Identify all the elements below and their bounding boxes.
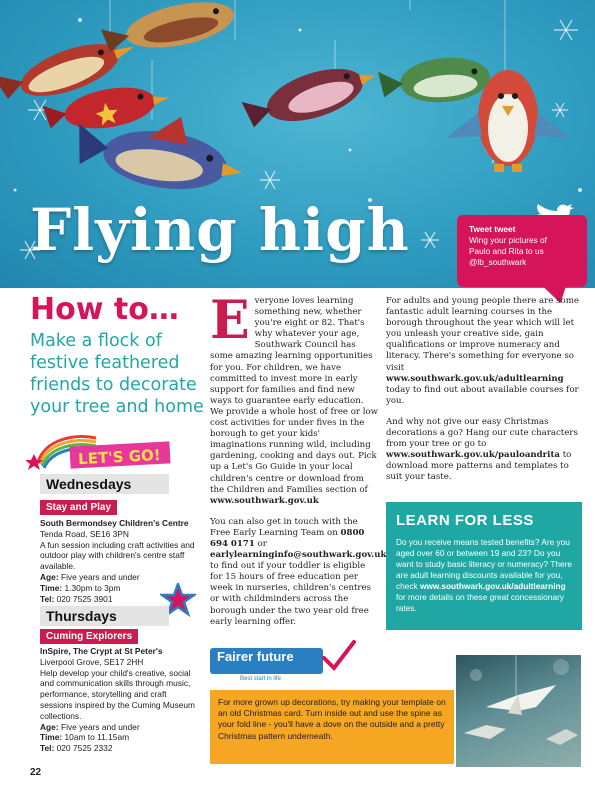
article-paragraph-3: [386, 296, 582, 407]
article-text: And why not give our easy Christmas decorations a go? Hang our cute characters from your tree or go to: [386, 416, 578, 450]
article-text: to find out if your toddler is eligible for 15 hours of free education per week in nurseries, children's centres or with childminders across the borough under the two year old free early learning offer.: [210, 561, 372, 627]
time-value: 10am to 11.15am: [64, 732, 130, 743]
learn-for-less-box: [386, 502, 582, 630]
southwark-link[interactable]: www.southwark.gov.uk: [210, 495, 319, 506]
event-details-thursday: [40, 646, 200, 754]
day-heading-thursdays: Thursdays: [40, 606, 169, 626]
venue-address: Liverpool Grove, SE17 2HH: [40, 656, 144, 667]
learn-text: Do you receive means tested benefits? Are you aged over 60 or between 19 and 23? Do you want to study basic literacy or numeracy? There are adult learning discounts available for you, check: [396, 537, 573, 591]
phone-number: 0800 694 0171: [210, 527, 365, 549]
fairer-future-tagline: Best start in life: [240, 676, 282, 682]
tel-value: 020 7525 3901: [56, 593, 113, 604]
tel-label: Tel:: [40, 593, 55, 604]
lets-go-logo: [26, 432, 176, 472]
learn-text: for more details on these great concessionary rates.: [396, 592, 564, 613]
tel-value: 020 7525 2332: [56, 743, 113, 754]
paulo-and-rita-link[interactable]: www.southwark.gov.uk/pauloandrita: [386, 450, 560, 461]
fairer-future-label: Fairer future: [217, 649, 294, 664]
tel-label: Tel:: [40, 743, 55, 754]
event-title-cuming-explorers: Cuming Explorers: [40, 629, 138, 644]
article-paragraph-2: [210, 516, 387, 628]
article-text: You can also get in touch with the Free Early Learning Team on: [210, 516, 358, 538]
article-text: to download more patterns and templates to suit your taste.: [386, 450, 572, 483]
fairer-future-logo: [210, 640, 360, 684]
article-text: For adults and young people there are some fantastic adult learning courses in the borough throughout the year which will let you unleash your creative side, gain qualifications or improve numeracy and literacy. There's something for everyone so visit: [386, 296, 579, 373]
article-column-2: [386, 296, 582, 494]
event-description: A fun session including craft activities and outdoor play with children's centre staff available.: [40, 539, 195, 572]
twitter-handle: @lb_southwark: [469, 257, 527, 267]
email-link[interactable]: earlylearninginfo@southwark.gov.uk: [210, 550, 387, 561]
article-column-1: [210, 290, 387, 638]
howto-subtitle: Make a flock of festive feathered friends to decorate your tree and home: [30, 331, 204, 417]
adult-learning-link[interactable]: www.southwark.gov.uk/adultlearning: [386, 373, 564, 384]
article-text: or: [254, 538, 267, 549]
dove-decoration-photo: [456, 655, 581, 767]
dove-illustration: [456, 655, 581, 767]
age-value: Five years and under: [60, 571, 140, 582]
howto-title: How to…: [30, 292, 179, 327]
event-description: Help develop your child's creative, social and communication skills through music, performance, storytelling and craft sessions inspired by the Cuming Museum collections.: [40, 667, 196, 721]
checkmark-icon: [322, 640, 356, 674]
time-value: 1.30pm to 3pm: [64, 582, 121, 593]
drop-cap: E: [210, 290, 250, 351]
learn-for-less-title: LEARN FOR LESS: [396, 512, 534, 529]
article-paragraph-4: [386, 417, 582, 484]
venue-name: South Bermondsey Children's Centre: [40, 518, 189, 528]
headline: Flying high: [30, 196, 410, 264]
venue-name: InSpire, The Crypt at St Peter's: [40, 646, 163, 656]
time-label: Time:: [40, 732, 63, 743]
tweet-title: Tweet tweet: [469, 224, 516, 234]
adult-learning-link[interactable]: www.southwark.gov.uk/adultlearning: [419, 581, 566, 591]
tweet-line-2: Paulo and Rita to us: [469, 246, 544, 256]
age-label: Age:: [40, 571, 59, 582]
page-number: 22: [30, 767, 42, 778]
article-paragraph-1: [210, 290, 379, 507]
tip-box: For more grown up decorations, try making your template on an old Christmas card. Turn inside out and use the spine as your fold line - you'll have a dove on the outside and a pretty Christmas pattern underneath.: [210, 690, 454, 764]
tweet-line-1: Wing your pictures of: [469, 235, 547, 245]
age-label: Age:: [40, 721, 59, 732]
learn-for-less-text: [396, 537, 572, 614]
lets-go-text: LET'S GO!: [77, 445, 162, 469]
tweet-callout: [457, 215, 587, 301]
article-text: veryone loves learning something new, whether you're eight or 82. That's why whatever your age, Southwark Council has some amazing learning opportunities for you. For children, we have committed to invest more in early support for families and find new ways to guarantee early education. We provide a whole host of free or low cost activities for under fives in the borough to get your kids' imaginations running wild, including gardening, cooking and days out. Pick up a Let's Go Guide in your local children's centre or download from the Children and Families section of: [210, 296, 379, 495]
age-value: Five years and under: [60, 721, 140, 732]
time-label: Time:: [40, 582, 63, 593]
article-text: today to find out about available courses for you.: [386, 384, 579, 406]
tweet-text: [469, 224, 547, 268]
event-title-stay-and-play: Stay and Play: [40, 500, 117, 515]
venue-address: Tenda Road, SE16 3PN: [40, 528, 129, 539]
day-heading-wednesdays: Wednesdays: [40, 474, 169, 494]
